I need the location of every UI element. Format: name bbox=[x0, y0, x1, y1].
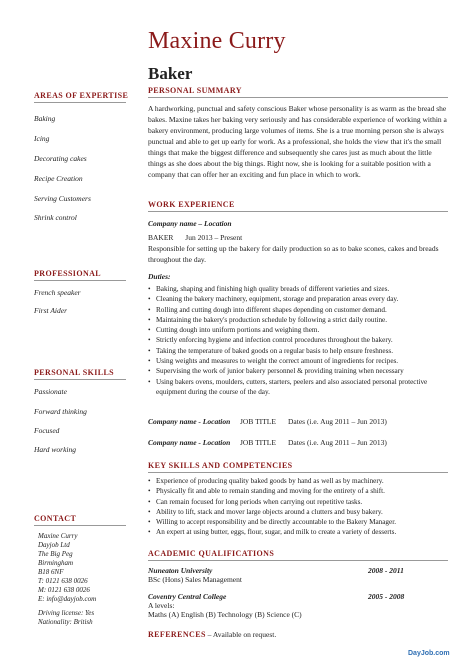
current-role: BAKER bbox=[148, 233, 174, 242]
references-heading: REFERENCES bbox=[148, 630, 206, 639]
key-skills-list bbox=[148, 476, 448, 538]
current-company: Company name – Location bbox=[148, 219, 232, 228]
previous-title: JOB TITLE bbox=[240, 417, 276, 426]
candidate-name: Maxine Curry bbox=[148, 28, 286, 54]
previous-dates: Dates (i.e. Aug 2011 – Jun 2013) bbox=[288, 417, 387, 426]
list-item: • Baking, shaping and finishing high quality breads of different varieties and sizes. bbox=[148, 284, 448, 294]
list-item: • Experience of producing quality baked goods by hand as well as by machinery. bbox=[148, 476, 448, 486]
experience-heading: WORK EXPERIENCE bbox=[148, 200, 235, 209]
professional-item: First Aider bbox=[34, 306, 67, 315]
previous-title: JOB TITLE bbox=[240, 438, 276, 447]
contact-line: Dayjob Ltd bbox=[38, 541, 70, 549]
list-item: • Using weights and measures to weight the correct amount of ingredients for recipes. bbox=[148, 356, 448, 366]
professional-divider bbox=[34, 280, 126, 281]
skill-item: Passionate bbox=[34, 387, 67, 396]
nationality: Nationality: British bbox=[38, 618, 93, 626]
key-skills-divider bbox=[148, 472, 448, 473]
duties-label: Duties: bbox=[148, 272, 171, 281]
list-item: • Supervising the work of junior bakery personnel & providing training when necessary bbox=[148, 366, 448, 376]
contact-heading: CONTACT bbox=[34, 514, 77, 523]
contact-phone[interactable]: T: 0121 638 0026 bbox=[38, 577, 88, 585]
institution: Nuneaton University bbox=[148, 566, 213, 575]
qualification-line: BSc (Hons) Sales Management bbox=[148, 575, 242, 584]
qualification-line: Maths (A) English (B) Technology (B) Science (C) bbox=[148, 610, 302, 619]
list-item: • Taking the temperature of baked goods on a regular basis to help ensure freshness. bbox=[148, 346, 448, 356]
institution: Coventry Central College bbox=[148, 592, 227, 601]
candidate-title: Baker bbox=[148, 64, 193, 83]
list-item: • Can remain focused for long periods when carrying out repetitive tasks. bbox=[148, 497, 448, 507]
contact-line: Maxine Curry bbox=[38, 532, 78, 540]
academic-divider bbox=[148, 560, 448, 561]
driving-license: Driving license: Yes bbox=[38, 609, 95, 617]
list-item: • Rolling and cutting dough into different shapes depending on customer demand. bbox=[148, 305, 448, 315]
key-skills-heading: KEY SKILLS AND COMPETENCIES bbox=[148, 461, 293, 470]
study-years: 2008 - 2011 bbox=[368, 566, 404, 575]
professional-item: French speaker bbox=[34, 288, 81, 297]
contact-email[interactable]: E: info@dayjob.com bbox=[38, 595, 97, 603]
list-item: • Using bakers ovens, moulders, cutters, starters, peelers and also associated personal protective equipment during the course of the day. bbox=[148, 377, 448, 398]
expertise-heading: AREAS OF EXPERTISE bbox=[34, 91, 129, 100]
personal-skills-divider bbox=[34, 379, 126, 380]
list-item: • Physically fit and able to remain standing and moving for the entirety of a shift. bbox=[148, 486, 448, 496]
previous-company: Company name - Location bbox=[148, 438, 231, 447]
summary-text: A hardworking, punctual and safety conscious Baker whose personality is as warm as the bread she bakes. Maxine takes her baking very seriously and has considerable experience of working within a bakery environment, producing large volumes of items. She is a true morning person she is always punctual and able to get up early for work. As a professional, she holds the view that it's the small things that make the biggest difference and subsequently she cares just as much about the little things as she does about the big things. Right now, she is looking for a suitable position with a company that can offer her an exciting and fun place in which to work. bbox=[148, 104, 447, 179]
list-item: • Maintaining the bakery's production schedule by following a strict daily routine. bbox=[148, 315, 448, 325]
expertise-item: Decorating cakes bbox=[34, 154, 87, 163]
previous-job bbox=[148, 438, 387, 447]
skill-item: Forward thinking bbox=[34, 407, 87, 416]
skill-item: Hard working bbox=[34, 445, 77, 454]
summary-heading: PERSONAL SUMMARY bbox=[148, 86, 242, 95]
references-text: – Available on request. bbox=[205, 630, 277, 639]
previous-company: Company name - Location bbox=[148, 417, 231, 426]
list-item: • Cleaning the bakery machinery, equipment, storage and preparation areas every day. bbox=[148, 294, 448, 304]
academic-entry bbox=[148, 566, 448, 584]
skill-item: Focused bbox=[34, 426, 60, 435]
dayjob-logo[interactable]: DayJob.com bbox=[408, 650, 450, 657]
contact-divider bbox=[34, 525, 126, 526]
list-item: • Willing to accept responsibility and be directly accountable to the Bakery Manager. bbox=[148, 517, 448, 527]
expertise-item: Recipe Creation bbox=[34, 174, 83, 183]
academic-entry bbox=[148, 592, 448, 619]
qualification-line: A levels: bbox=[148, 601, 175, 610]
expertise-item: Icing bbox=[34, 134, 50, 143]
contact-mobile[interactable]: M: 0121 638 0026 bbox=[38, 586, 90, 594]
expertise-item: Shrink control bbox=[34, 213, 77, 222]
expertise-divider bbox=[34, 102, 126, 103]
list-item: • Strictly enforcing hygiene and infection control procedures throughout the bakery. bbox=[148, 335, 448, 345]
personal-skills-heading: PERSONAL SKILLS bbox=[34, 368, 115, 377]
summary-divider bbox=[148, 97, 448, 98]
contact-line: B18 6NF bbox=[38, 568, 64, 576]
list-item: • Ability to lift, stack and mover large objects around a clutters and busy bakery. bbox=[148, 507, 448, 517]
role-description: Responsible for setting up the bakery for daily production so as to bake scones, cakes and breads throughout the day. bbox=[148, 244, 439, 264]
professional-heading: PROFESSIONAL bbox=[34, 269, 102, 278]
current-dates: Jun 2013 – Present bbox=[185, 233, 243, 242]
previous-job bbox=[148, 417, 387, 426]
study-years: 2005 - 2008 bbox=[368, 592, 405, 601]
experience-divider bbox=[148, 211, 448, 212]
contact-line: The Big Peg bbox=[38, 550, 73, 558]
list-item: • Cutting dough into uniform portions and weighing them. bbox=[148, 325, 448, 335]
expertise-item: Baking bbox=[34, 114, 56, 123]
references-line bbox=[148, 630, 276, 639]
expertise-item: Serving Customers bbox=[34, 194, 91, 203]
duties-list bbox=[148, 284, 448, 397]
previous-dates: Dates (i.e. Aug 2011 – Jun 2013) bbox=[288, 438, 387, 447]
list-item: • An expert at using butter, eggs, flour, sugar, and milk to create a variety of desserts. bbox=[148, 527, 448, 537]
current-role-line bbox=[148, 233, 252, 242]
contact-line: Birmingham bbox=[38, 559, 73, 567]
academic-heading: ACADEMIC QUALIFICATIONS bbox=[148, 549, 275, 558]
